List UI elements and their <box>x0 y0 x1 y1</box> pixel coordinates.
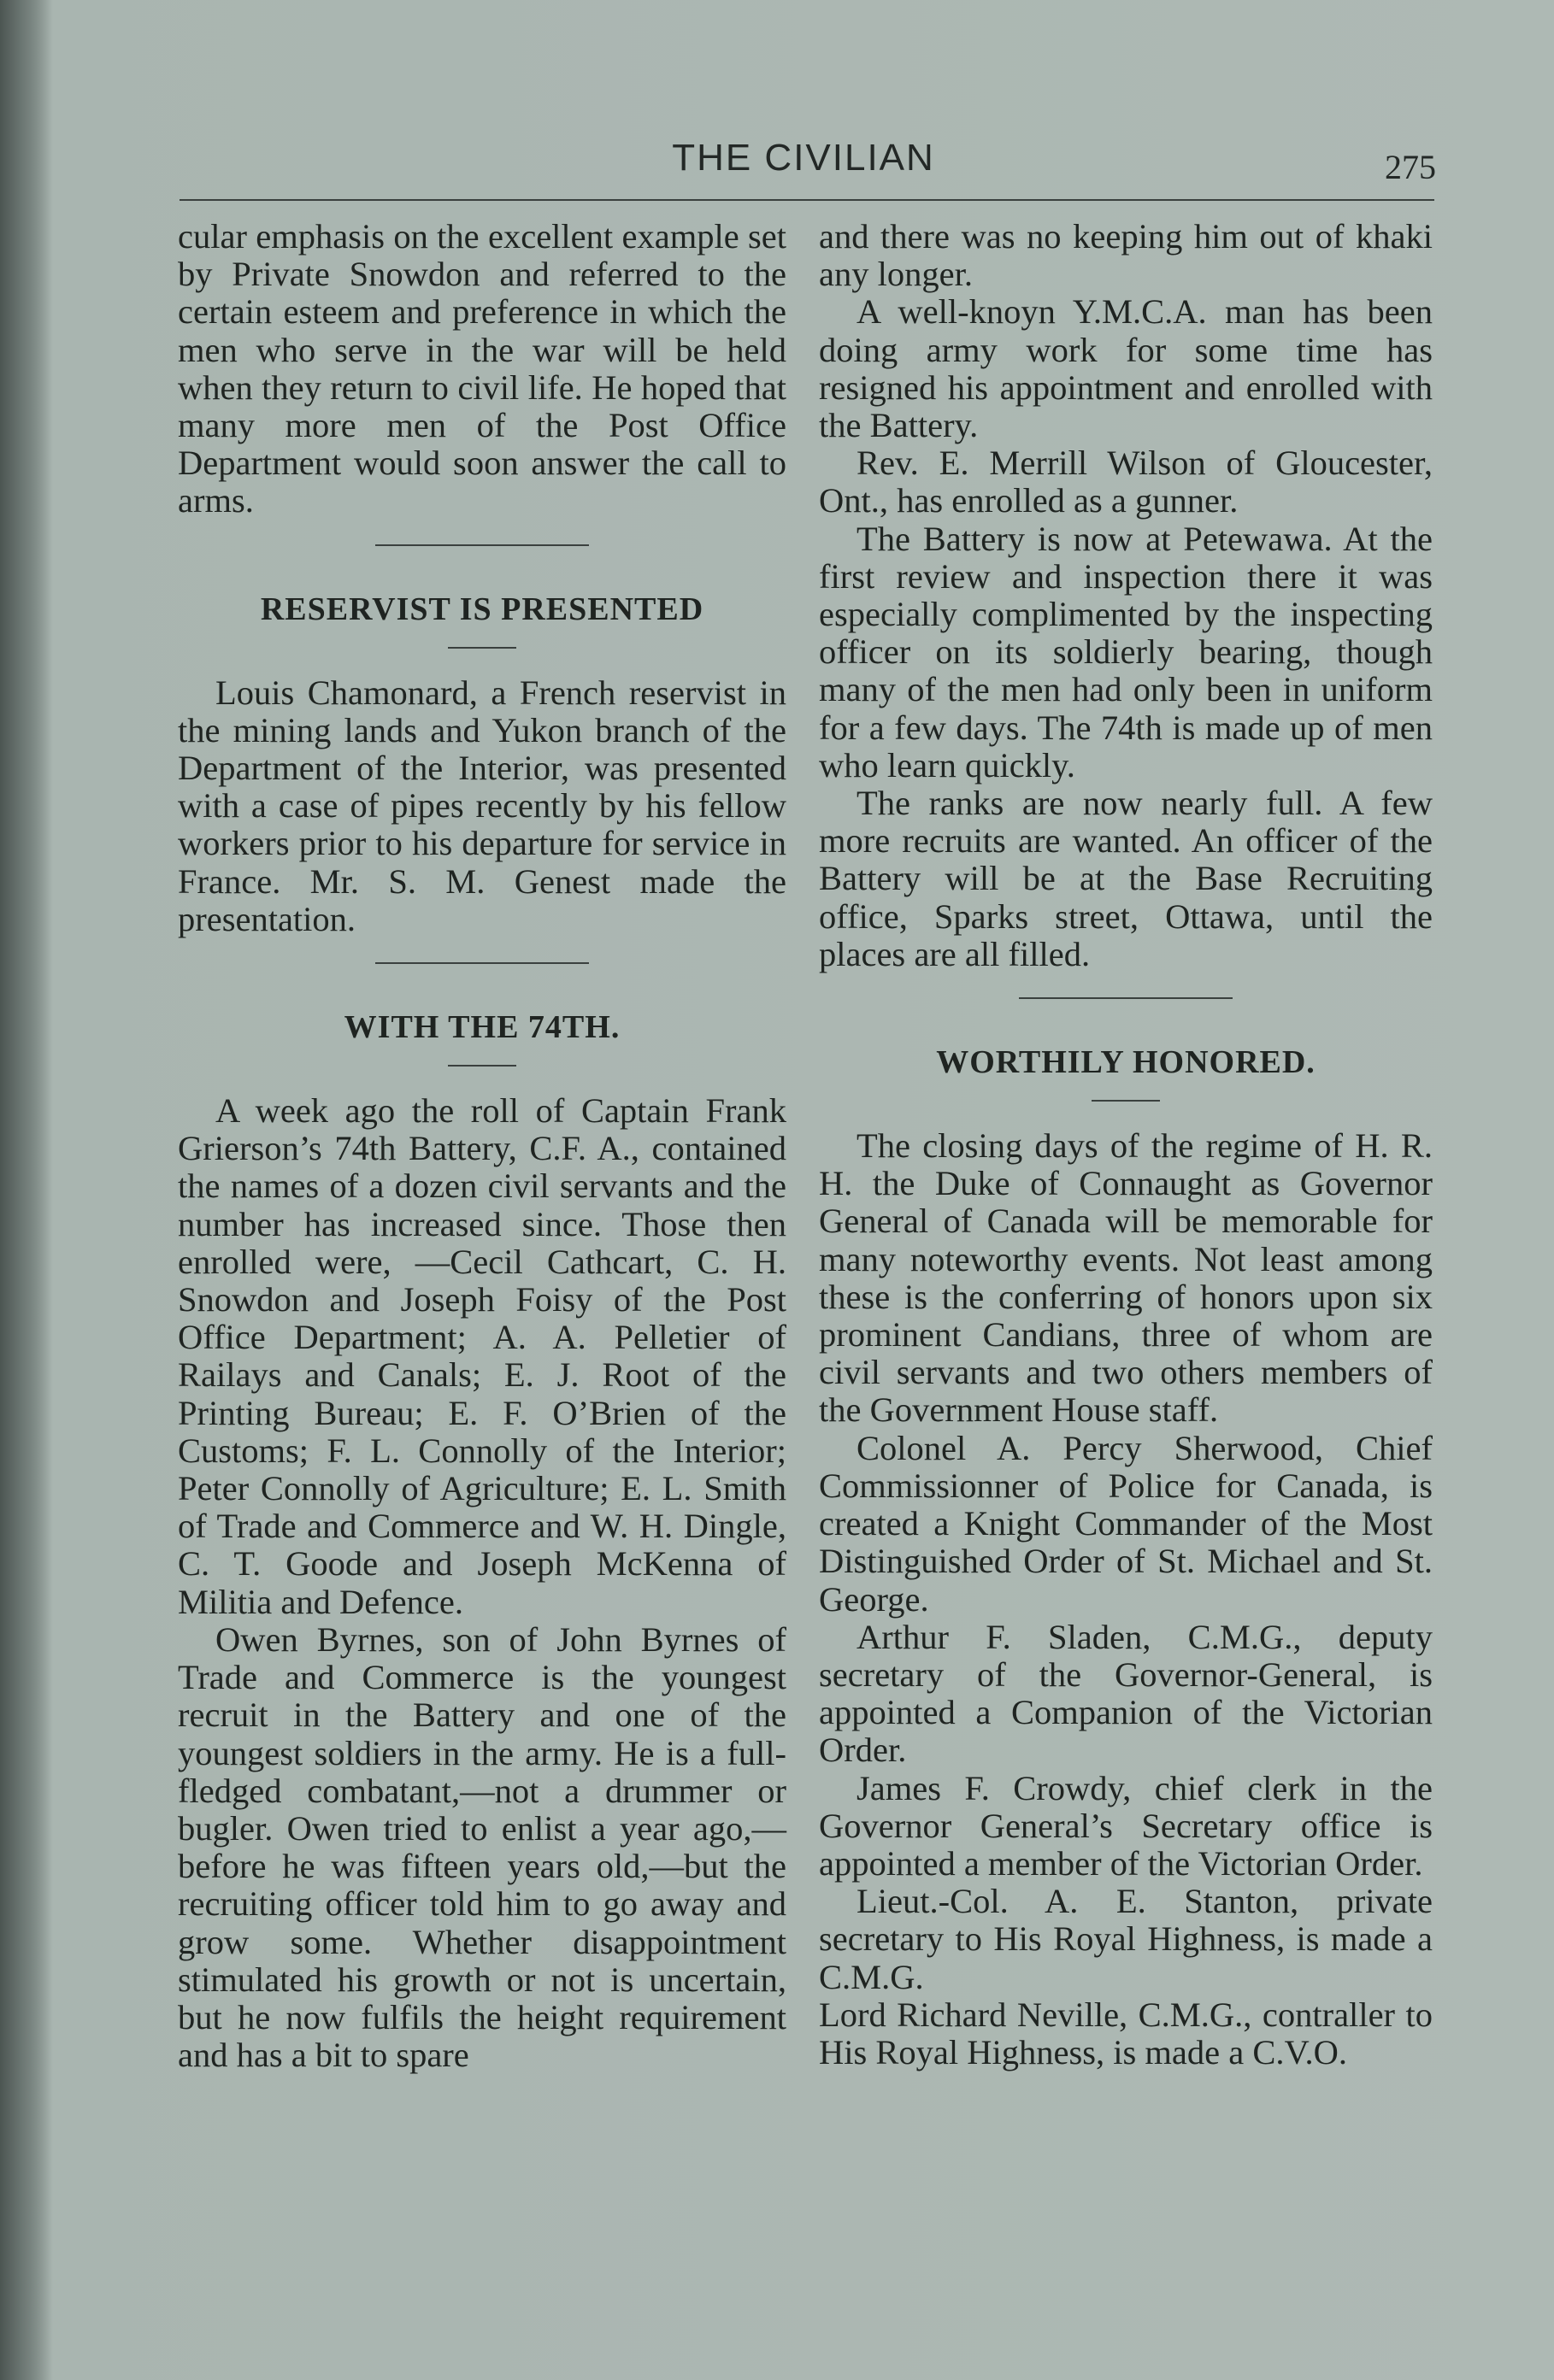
article-paragraph: Owen Byrnes, son of John Byrnes of Trade and Commerce is the youngest recruit in the Battery and one of the youngest soldiers in the army. He is a full-fledged combatant,—not a drummer or bugler. Owen tried to enlist a year ago,—before he was fifteen years old,—but the recruiting officer told him to go away and grow some. Whether disappointment stimulated his growth or not is uncertain, but he now fulfils the height requirement and has a bit to spare <box>178 1619 786 2075</box>
page-number: 275 <box>1385 148 1436 186</box>
header-rule <box>180 199 1434 201</box>
headline-reservist: RESERVIST IS PRESENTED <box>260 591 704 627</box>
left-column <box>178 218 786 2074</box>
article-paragraph: Arthur F. Sladen, C.M.G., deputy secretary of the Governor-General, is appointed a Companion of the Victorian Order. <box>819 1617 1433 1770</box>
headline-underline <box>448 647 516 649</box>
headline-worthily-honored: WORTHILY HONORED. <box>936 1044 1316 1081</box>
article-paragraph: The closing days of the regime of H. R. H. the Duke of Connaught as Governor General of Canada will be memorable for many noteworthy events. Not least among these is the conferring of honors upon six prominent Candians, three of whom are civil servants and two others members of the Government House staff. <box>819 1126 1433 1430</box>
article-paragraph: James F. Crowdy, chief clerk in the Governor General’s Secretary office is appointed a member of the Victorian Order. <box>819 1768 1433 1883</box>
article-paragraph: A week ago the roll of Captain Frank Grierson’s 74th Battery, C.F. A., contained the names of a dozen civil servants and the number has increased since. Those then enrolled were, —Cecil Cathcart, C. H. Snowdon and Joseph Foisy of the Post Office Department; A. A. Pelletier of Railays and Canals; E. J. Root of the Printing Bureau; E. F. O’Brien of the Customs; F. L. Connolly of the Interior; Peter Connolly of Agriculture; E. L. Smith of Trade and Commerce and W. H. Dingle, C. T. Goode and Joseph McKenna of Militia and Defence. <box>178 1091 786 1621</box>
continued-paragraph: cular emphasis on the excellent example set by Private Snowdon and referred to the certain esteem and preference in which the men who serve in the war will be held when they return to civil life. He hoped that many more men of the Post Office Department would soon answer the call to arms. <box>178 217 786 520</box>
section-divider <box>375 544 589 546</box>
article-paragraph: Rev. E. Merrill Wilson of Gloucester, Ont., has enrolled as a gunner. <box>819 444 1433 520</box>
page-binding-shadow <box>0 0 53 2380</box>
article-paragraph: The ranks are now nearly full. A few more recruits are wanted. An officer of the Battery will be at the Base Recruiting office, Sparks street, Ottawa, until the places are all filled. <box>819 784 1433 973</box>
article-paragraph: A well-knoyn Y.M.C.A. man has been doing army work for some time has resigned his appointment and enrolled with the Battery. <box>819 292 1433 445</box>
article-paragraph: Colonel A. Percy Sherwood, Chief Commissionner of Police for Canada, is created a Knight Commander of the Most Distinguished Order of St. Michael and St. George. <box>819 1428 1433 1619</box>
article-paragraph: Louis Chamonard, a French reservist in the mining lands and Yukon branch of the Department of the Interior, was presented with a case of pipes recently by his fellow workers prior to his departure for service in France. Mr. S. M. Genest made the presentation. <box>178 673 786 938</box>
article-paragraph: The Battery is now at Petewawa. At the first review and inspection there it was especially complimented by the inspecting officer on its soldierly bearing, though many of the men had only been in uniform for a few days. The 74th is made up of men who learn quickly. <box>819 519 1433 785</box>
journal-title: THE CIVILIAN <box>672 137 935 179</box>
headline-underline <box>448 1065 516 1067</box>
headline-with-74th: WITH THE 74TH. <box>344 1009 621 1046</box>
section-divider <box>1019 997 1233 999</box>
continued-paragraph: and there was no keeping him out of khaki any longer. <box>819 217 1433 294</box>
article-paragraph: Lord Richard Neville, C.M.G., contraller to His Royal Highness, is made a C.V.O. <box>819 1995 1433 2071</box>
running-head <box>171 137 1436 188</box>
right-column <box>819 218 1433 2071</box>
article-paragraph: Lieut.-Col. A. E. Stanton, private secretary to His Royal Highness, is made a C.M.G. <box>819 1882 1433 1996</box>
headline-underline <box>1092 1100 1160 1102</box>
section-divider <box>375 962 589 964</box>
